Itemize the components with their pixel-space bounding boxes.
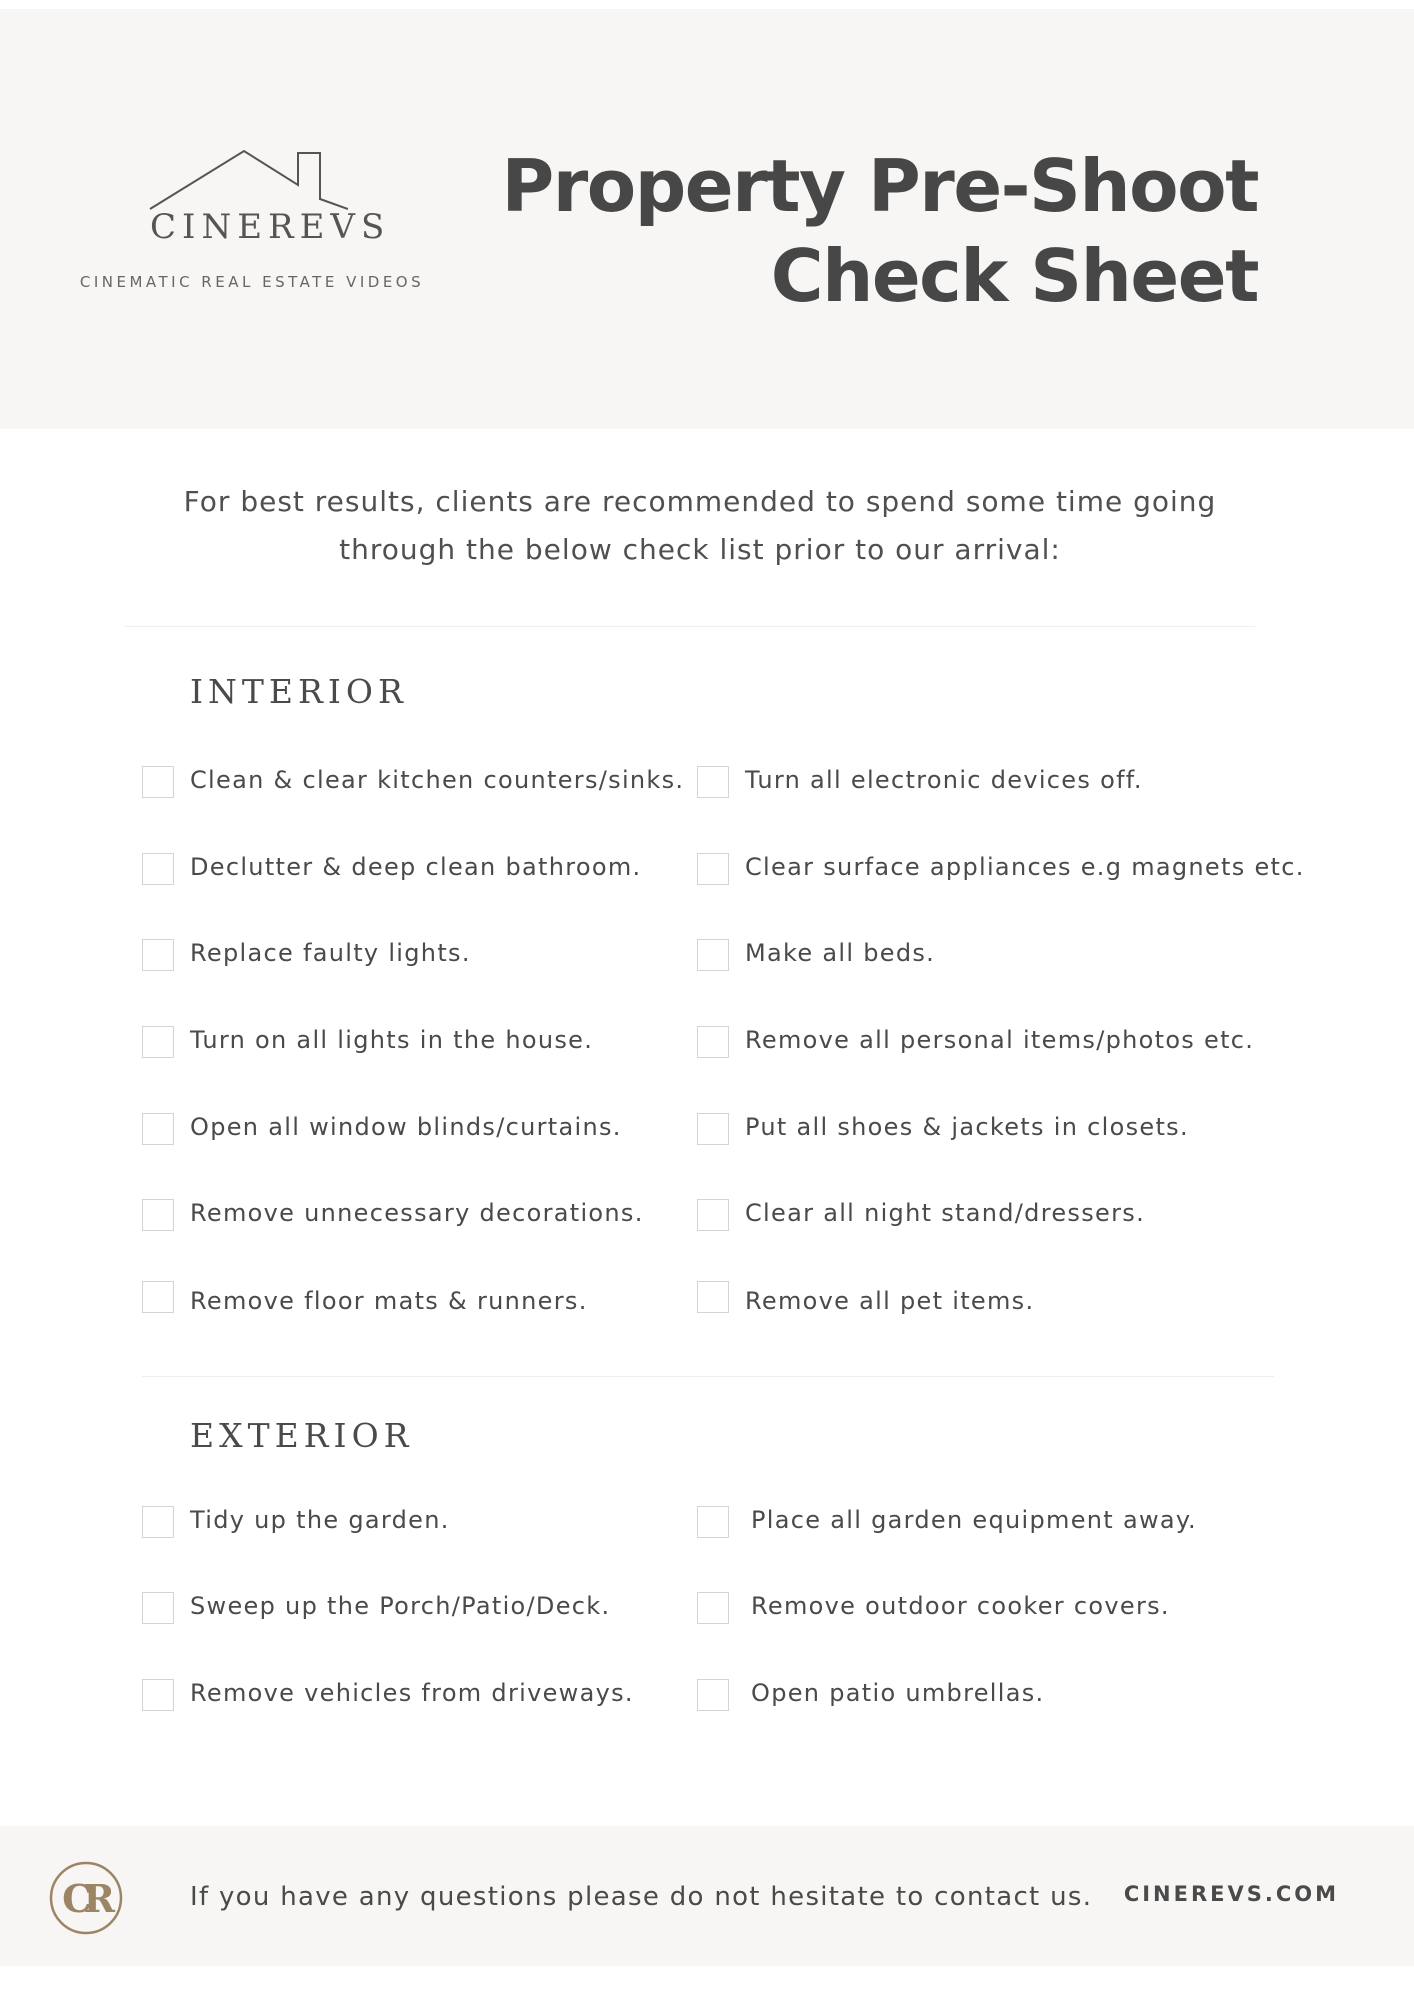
checklist-item-label: Remove vehicles from driveways. (190, 1679, 634, 1707)
page-title-line-1: Property Pre-Shoot (501, 144, 1258, 228)
checkbox[interactable] (697, 1506, 729, 1538)
checklist-item[interactable] (142, 1502, 450, 1542)
exterior-heading: EXTERIOR (190, 1416, 414, 1455)
checklist-item[interactable] (697, 1109, 1189, 1149)
checklist-item-label: Place all garden equipment away. (751, 1506, 1197, 1534)
checklist-item[interactable] (697, 1277, 1035, 1317)
divider (125, 626, 1255, 627)
checklist-item-label: Clear surface appliances e.g magnets etc. (745, 853, 1305, 881)
brand-name: CINEREVS (150, 207, 391, 247)
checklist-item-label: Turn all electronic devices off. (745, 766, 1143, 794)
checkbox[interactable] (697, 1199, 729, 1231)
checklist-item[interactable] (697, 1502, 1197, 1542)
checklist-item[interactable] (142, 1588, 611, 1628)
checkbox[interactable] (697, 1026, 729, 1058)
checkbox[interactable] (697, 1113, 729, 1145)
checklist-item-label: Open all window blinds/curtains. (190, 1113, 622, 1141)
checkbox[interactable] (697, 939, 729, 971)
checkbox[interactable] (142, 766, 174, 798)
header (0, 9, 1414, 429)
checklist-item[interactable] (697, 1675, 1045, 1715)
checklist-item-label: Sweep up the Porch/Patio/Deck. (190, 1592, 611, 1620)
checklist-item[interactable] (697, 849, 1305, 889)
checklist-item-label: Remove outdoor cooker covers. (751, 1592, 1170, 1620)
checkbox[interactable] (142, 1199, 174, 1231)
checklist-item[interactable] (142, 1277, 588, 1317)
checkbox[interactable] (697, 766, 729, 798)
checklist-item[interactable] (142, 849, 642, 889)
checkbox[interactable] (142, 1506, 174, 1538)
checklist-item[interactable] (697, 1195, 1145, 1235)
checkbox[interactable] (142, 1281, 174, 1313)
checklist-item-label: Turn on all lights in the house. (190, 1026, 594, 1054)
page-title (498, 141, 1258, 321)
interior-heading: INTERIOR (190, 672, 408, 711)
checklist-item[interactable] (142, 762, 685, 802)
checklist-item-label: Remove unnecessary decorations. (190, 1199, 644, 1227)
checklist-item[interactable] (697, 1022, 1255, 1062)
website-link[interactable]: CINEREVS.COM (1123, 1882, 1339, 1906)
footer (0, 1826, 1414, 1966)
intro-line-1: For best results, clients are recommended to spend some time going (183, 485, 1217, 518)
checklist-item[interactable] (697, 762, 1143, 802)
checkbox[interactable] (142, 939, 174, 971)
checkbox[interactable] (697, 1679, 729, 1711)
checklist-item[interactable] (697, 935, 936, 975)
checklist-item-label: Remove all personal items/photos etc. (745, 1026, 1255, 1054)
house-roof-icon (148, 149, 348, 211)
checklist-item[interactable] (142, 1022, 594, 1062)
page-title-line-2: Check Sheet (770, 234, 1258, 318)
checkbox[interactable] (142, 1592, 174, 1624)
checklist-item-label: Declutter & deep clean bathroom. (190, 853, 642, 881)
checklist-item-label: Remove floor mats & runners. (190, 1287, 588, 1315)
checklist-item[interactable] (697, 1588, 1170, 1628)
intro-text (100, 478, 1300, 574)
checklist-item-label: Make all beds. (745, 939, 936, 967)
checkbox[interactable] (142, 853, 174, 885)
checklist-item[interactable] (142, 1109, 622, 1149)
checklist-item-label: Clear all night stand/dressers. (745, 1199, 1145, 1227)
checklist-item-label: Open patio umbrellas. (751, 1679, 1045, 1707)
monogram-text: CR (62, 1876, 106, 1921)
divider (142, 1376, 1274, 1377)
checkbox[interactable] (697, 1592, 729, 1624)
brand-tagline: CINEMATIC REAL ESTATE VIDEOS (79, 273, 425, 291)
checklist-item-label: Tidy up the garden. (190, 1506, 450, 1534)
top-strip (0, 0, 1414, 9)
checklist-item-label: Remove all pet items. (745, 1287, 1035, 1315)
checkbox[interactable] (142, 1113, 174, 1145)
checkbox[interactable] (142, 1679, 174, 1711)
checklist-item[interactable] (142, 935, 471, 975)
checkbox[interactable] (142, 1026, 174, 1058)
checklist-item[interactable] (142, 1195, 644, 1235)
footer-message: If you have any questions please do not hesitate to contact us. (190, 1882, 1093, 1912)
checklist-item-label: Put all shoes & jackets in closets. (745, 1113, 1189, 1141)
cr-monogram-logo (48, 1860, 124, 1936)
intro-line-2: through the below check list prior to our arrival: (339, 533, 1061, 566)
checklist-item-label: Clean & clear kitchen counters/sinks. (190, 766, 685, 794)
checkbox[interactable] (697, 1281, 729, 1313)
checkbox[interactable] (697, 853, 729, 885)
checklist-item[interactable] (142, 1675, 634, 1715)
checklist-item-label: Replace faulty lights. (190, 939, 471, 967)
